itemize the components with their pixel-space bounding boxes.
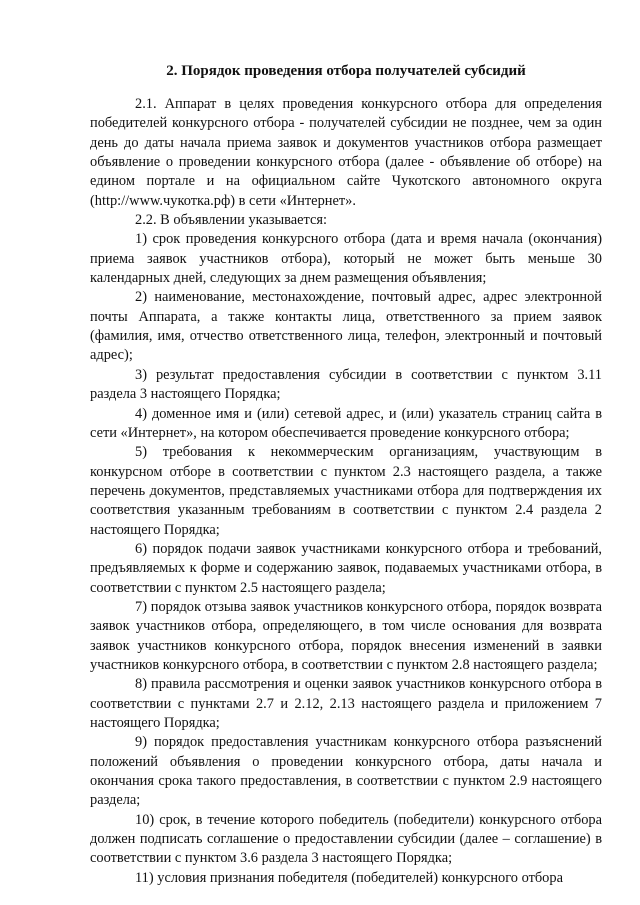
paragraph-2-1: 2.1. Аппарат в целях проведения конкурсного отбора для определения победителей конкурсного отбора - получателей субсидии не позднее, чем за один день до даты начала приема заявок и документов участников отбора размещает объявление о проведении конкурсного отбора (далее - объявление об отборе) на едином портале и на официальном сайте Чукотского автономного округа (http://www.чукотка.рф) в сети «Интернет». [90,96,602,209]
paragraph-2-2: 2.2. В объявлении указывается: [135,212,328,229]
list-item-6: 6) порядок подачи заявок участниками конкурсного отбора и требований, предъявляемых к форме и содержанию заявок, подаваемых участниками отбора, в соответствии с пунктом 2.5 настоящего раздела; [90,540,602,596]
section-body [90,95,602,888]
list-item-10: 10) срок, в течение которого победитель (победители) конкурсного отбора должен подписать соглашение о предоставлении субсидии (далее – соглашение) в соответствии с пунктом 3.6 раздела 3 настоящего Порядка; [90,811,602,867]
list-item-11: 11) условия признания победителя (победителей) конкурсного отбора [135,869,563,886]
list-item-4: 4) доменное имя и (или) сетевой адрес, и (или) указатель страниц сайта в сети «Интернет», на котором обеспечивается проведение конкурсного отбора; [90,405,602,441]
list-item-7: 7) порядок отзыва заявок участников конкурсного отбора, порядок возврата заявок участников отбора, определяющего, в том числе основания для возврата заявок участников конкурсного отбора, порядок внесения изменений в заявки участников конкурсного отбора, в соответствии с пунктом 2.8 настоящего раздела; [90,598,602,673]
list-item-9: 9) порядок предоставления участникам конкурсного отбора разъяснений положений объявления о проведении конкурсного отбора, даты начала и окончания срока такого предоставления, в соответствии с пунктом 2.9 настоящего раздела; [90,734,602,809]
list-item-2: 2) наименование, местонахождение, почтовый адрес, адрес электронной почты Аппарата, а также контакты лица, ответственного за прием заявок (фамилия, имя, отчество ответственного лица, телефон, электронный и почтовый адрес); [90,289,602,364]
list-item-1: 1) срок проведения конкурсного отбора (дата и время начала (окончания) приема заявок участников отбора), который не может быть меньше 30 календарных дней, следующих за днем размещения объявления; [90,231,602,287]
list-item-8: 8) правила рассмотрения и оценки заявок участников конкурсного отбора в соответствии с пунктами 2.7 и 2.12, 2.13 настоящего раздела и приложением 7 настоящего Порядка; [90,676,602,731]
section-title: 2. Порядок проведения отбора получателей субсидий [166,63,526,79]
list-item-3: 3) результат предоставления субсидии в соответствии с пунктом 3.11 раздела 3 настоящего Порядка; [90,366,602,403]
list-item-5: 5) требования к некоммерческим организациям, участвующим в конкурсном отборе в соответствии с пунктом 2.3 настоящего раздела, а также перечень документов, представляемых участниками отбора для подтверждения их соответствия указанным требованиям в соответствии с пунктом 2.4 раздела 2 настоящего Порядка; [90,444,602,538]
